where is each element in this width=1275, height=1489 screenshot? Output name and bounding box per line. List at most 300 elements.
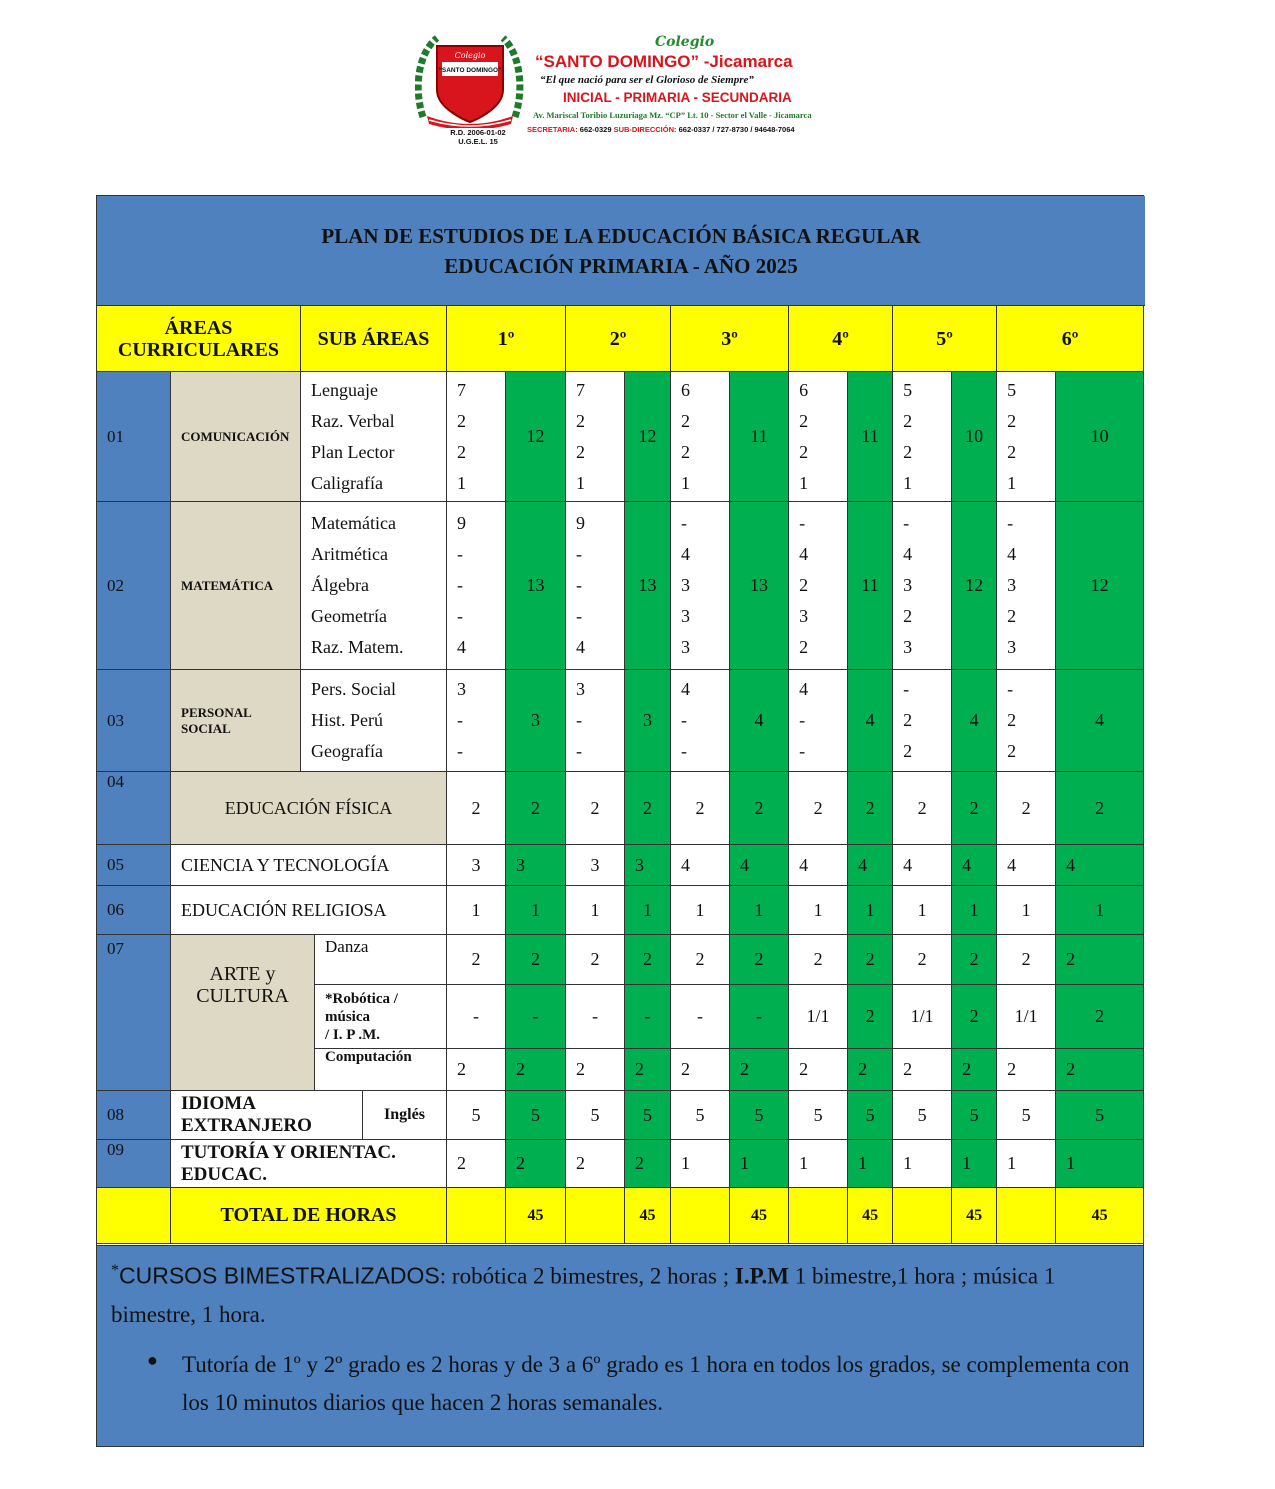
hour-cell: 2 [1056,772,1144,845]
hour-cell: 4 [848,845,893,886]
hour-cell: 1 [997,1140,1056,1188]
row-total [97,1188,1144,1244]
hour-cell: 1 [671,1140,730,1188]
bullet-icon: ● [147,1350,158,1370]
hour-cell: 1 [952,1140,997,1188]
hour-value: 2 [903,741,913,761]
hour-cell: 1 [952,886,997,935]
grade-hours [671,670,730,772]
hour-value: 2 [1007,741,1017,761]
hour-cell: 2 [566,935,625,985]
hour-cell: 4 [730,845,789,886]
note-heading: CURSOS BIMESTRALIZADOS [119,1262,440,1289]
school-levels: INICIAL - PRIMARIA - SECUNDARIA [563,90,792,105]
hour-cell: 5 [447,1091,506,1140]
hour-cell: 1 [997,886,1056,935]
hour-cell: 5 [625,1091,671,1140]
hour-value: 2 [903,710,913,730]
hour-cell: 2 [730,772,789,845]
total-blank-cell [566,1188,625,1244]
hour-value: 2 [903,441,913,462]
row-number: 02 [97,502,171,670]
hour-cell: 2 [625,935,671,985]
hour-value: 3 [903,637,913,657]
table-header-row [97,306,1144,372]
school-name: “SANTO DOMINGO” -Jicamarca [535,52,793,71]
total-blank-cell [97,1188,171,1244]
row-number: 03 [97,670,171,772]
area-name: TUTORÍA Y ORIENTAC. EDUCAC. [171,1140,447,1188]
hour-cell: - [506,985,566,1049]
row-educacion-fisica [97,772,1144,845]
title-line-2: EDUCACIÓN PRIMARIA - AÑO 2025 [444,254,798,278]
school-phones [527,125,795,134]
sub-area: Aritmética [311,544,388,564]
row-number: 04 [97,772,171,845]
crest-name: “SANTO DOMINGO” [438,67,502,74]
hour-value: 4 [799,544,809,564]
note-tutoria: Tutoría de 1º y 2º grado es 2 horas y de 3 a 6º grado es 1 hora en todos los grados, se complementa con los 10 minutos diarios que hacen 2 horas semanales. [182,1352,1130,1415]
hour-cell: 3 [447,845,506,886]
grade-total: 4 [848,670,893,772]
hour-value: - [457,710,464,730]
grade-total: 4 [1056,670,1144,772]
hour-value: 2 [457,441,467,462]
hour-value: 3 [1007,575,1017,595]
title-line-1: PLAN DE ESTUDIOS DE LA EDUCACIÓN BÁSICA REGULAR [321,224,921,248]
grade-hours [789,670,848,772]
hour-cell: 5 [671,1091,730,1140]
hour-cell: 2 [789,1049,848,1091]
hour-cell: 1 [1056,886,1144,935]
grade-total-hours: 45 [506,1188,566,1244]
hour-value: 2 [903,410,913,431]
hour-value: 4 [457,637,467,657]
hour-value: 2 [799,441,809,462]
hour-value: 2 [457,410,467,431]
grade-total: 13 [506,502,566,670]
hour-value: - [681,513,688,533]
hour-cell: 2 [625,1140,671,1188]
hour-cell: 2 [625,1049,671,1091]
grade-hours [671,372,730,502]
hour-cell: 2 [997,772,1056,845]
school-motto: “El que nació para ser el Glorioso de Siempre” [540,74,754,86]
sub-area: Lenguaje [311,379,378,400]
hour-cell: - [625,985,671,1049]
grade-total-hours: 45 [848,1188,893,1244]
grade-hours [789,502,848,670]
phones-label-1: SECRETARIA: [527,125,578,134]
total-blank-cell [671,1188,730,1244]
hour-value: 2 [681,441,691,462]
sub-area-line: música [325,1008,370,1025]
hour-value: 2 [1007,441,1017,462]
hour-value: 3 [903,575,913,595]
hour-value: 4 [681,544,691,564]
sub-area: Geografía [311,741,383,761]
hour-value: - [799,710,806,730]
grade-hours [997,670,1056,772]
hour-value: 4 [681,679,691,699]
hour-value: 5 [1007,379,1017,400]
header-grade-1: 1º [447,306,566,372]
hour-cell: 2 [952,772,997,845]
grade-hours [893,670,952,772]
header-grade-2: 2º [566,306,671,372]
hour-cell: 5 [848,1091,893,1140]
hour-cell: 2 [671,772,730,845]
sub-area-line: *Robótica / [325,990,398,1007]
hour-value: 3 [799,606,809,626]
hour-cell: 5 [952,1091,997,1140]
area-name: PERSONAL SOCIAL [171,670,301,772]
area-name: CIENCIA Y TECNOLOGÍA [171,845,447,886]
sub-area: Hist. Perú [311,710,383,730]
hour-cell: 2 [952,935,997,985]
hour-value: - [457,741,464,761]
total-label: TOTAL DE HORAS [171,1188,447,1244]
hour-value: 3 [457,679,467,699]
hour-cell: - [566,985,625,1049]
area-name: EDUCACIÓN RELIGIOSA [171,886,447,935]
school-address: Av. Mariscal Toribio Luzuriaga Mz. “CP” Lt. 10 - Sector el Valle - Jicamarca [533,110,812,120]
hour-value: 6 [799,379,809,400]
grade-hours [447,670,506,772]
hour-cell: 2 [952,1049,997,1091]
grade-hours [997,502,1056,670]
hour-value: 2 [1007,710,1017,730]
sub-area: Computación [315,1049,447,1091]
grade-total: 3 [506,670,566,772]
hour-value: 2 [576,410,586,431]
hour-cell: 2 [997,1049,1056,1091]
hour-cell: 2 [625,772,671,845]
hour-cell: 1 [893,886,952,935]
sub-area: Geometría [311,606,387,626]
grade-total: 12 [506,372,566,502]
grade-hours [447,502,506,670]
hour-cell: 3 [506,845,566,886]
hour-value: 4 [799,679,809,699]
school-crest-logo [415,32,525,128]
grade-total: 13 [730,502,789,670]
hour-cell: 1 [893,1140,952,1188]
hour-value: 9 [576,513,586,533]
hour-value: 2 [681,410,691,431]
hour-cell: 2 [848,935,893,985]
hour-cell: 5 [997,1091,1056,1140]
hour-cell: 3 [625,845,671,886]
hour-cell: 5 [893,1091,952,1140]
hour-cell: 1 [625,886,671,935]
hour-value: - [576,575,583,595]
hour-cell: 2 [447,935,506,985]
grade-total: 3 [625,670,671,772]
header-grade-5: 5º [893,306,997,372]
hour-cell: 2 [671,935,730,985]
hour-cell: 2 [506,772,566,845]
grade-total: 12 [1056,502,1144,670]
sub-area: Álgebra [311,575,369,595]
hour-value: - [799,513,806,533]
hour-cell: 2 [893,772,952,845]
grade-total: 11 [848,502,893,670]
sub-area-list [301,670,447,772]
note-bimestral [111,1252,1141,1334]
hour-cell: 1 [730,1140,789,1188]
row-educacion-religiosa [97,886,1144,935]
hour-cell: - [447,985,506,1049]
hour-cell: 1 [730,886,789,935]
hour-value: 2 [576,441,586,462]
hour-value: 2 [799,410,809,431]
hour-cell: 2 [789,772,848,845]
hour-value: 2 [1007,606,1017,626]
grade-hours [566,372,625,502]
hour-cell: 3 [566,845,625,886]
colegio-label: Colegio [655,34,715,50]
row-number: 07 [97,935,171,1091]
hour-value: - [576,544,583,564]
note-ipm: I.P.M [734,1263,789,1289]
phones-1: 662-0329 [579,125,612,134]
hour-value: - [681,710,688,730]
row-number: 05 [97,845,171,886]
grade-total-hours: 45 [1056,1188,1144,1244]
hour-cell: - [671,985,730,1049]
hour-value: 1 [1007,472,1017,493]
grade-hours [566,502,625,670]
hour-value: 2 [1007,410,1017,431]
grade-total: 12 [625,372,671,502]
phones-2: 662-0337 / 727-8730 / 94648-7064 [678,125,795,134]
sub-area: Matemática [311,513,396,533]
area-name: EDUCACIÓN FÍSICA [171,772,447,845]
hour-value: - [576,606,583,626]
header-grade-3: 3º [671,306,789,372]
hour-cell: 1 [848,886,893,935]
hour-value: 2 [903,606,913,626]
hour-cell: 2 [566,1049,625,1091]
hour-value: 7 [576,379,586,400]
hour-cell: 5 [506,1091,566,1140]
grade-total: 10 [1056,372,1144,502]
hour-cell: 1 [671,886,730,935]
hour-cell: 2 [447,1140,506,1188]
hour-cell: 4 [1056,845,1144,886]
hour-cell: 2 [848,1049,893,1091]
hour-cell: 1/1 [997,985,1056,1049]
sub-area-list [301,502,447,670]
total-blank-cell [447,1188,506,1244]
hour-value: 2 [799,637,809,657]
rd-number: R.D. 2006-01-02 [450,128,506,137]
hour-value: 3 [681,606,691,626]
hour-value: 1 [457,472,467,493]
grade-hours [671,502,730,670]
grade-hours [566,670,625,772]
row-personal-social [97,670,1144,772]
grade-total-hours: 45 [952,1188,997,1244]
row-tutoria [97,1140,1144,1188]
hour-cell: 1 [848,1140,893,1188]
sub-area: Caligrafía [311,472,383,493]
sub-area: Danza [315,935,447,985]
hour-value: 6 [681,379,691,400]
grade-total-hours: 45 [625,1188,671,1244]
hour-value: 5 [903,379,913,400]
hour-cell: 1/1 [893,985,952,1049]
grade-hours [447,372,506,502]
hour-cell: 2 [730,1049,789,1091]
hour-value: 4 [903,544,913,564]
title-banner [97,196,1145,306]
sub-area: Plan Lector [311,441,395,462]
hour-cell: 2 [1056,985,1144,1049]
hour-cell: 1 [1056,1140,1144,1188]
hour-value: - [457,544,464,564]
hour-value: 4 [576,637,586,657]
hour-cell: 1 [447,886,506,935]
hour-value: - [576,741,583,761]
hour-value: 4 [1007,544,1017,564]
hour-value: - [1007,513,1014,533]
hour-cell: 2 [997,935,1056,985]
hour-value: - [903,513,910,533]
grade-total: 4 [730,670,789,772]
grade-total: 13 [625,502,671,670]
hour-value: 7 [457,379,467,400]
curriculum-table [96,305,1144,1244]
sub-area: Inglés [363,1091,447,1140]
hour-cell: 2 [789,935,848,985]
hour-cell: 4 [893,845,952,886]
hour-value: 3 [681,575,691,595]
hour-value: - [1007,679,1014,699]
hour-cell: 2 [848,985,893,1049]
hour-cell: 5 [1056,1091,1144,1140]
hour-cell: 2 [566,1140,625,1188]
hour-cell: 2 [447,1049,506,1091]
header-grade-4: 4º [789,306,893,372]
hour-cell: 2 [1056,1049,1144,1091]
sub-area: Pers. Social [311,679,396,699]
hour-cell: 2 [893,935,952,985]
grade-total: 10 [952,372,997,502]
total-blank-cell [997,1188,1056,1244]
hour-value: - [576,710,583,730]
phones-label-2: SUB-DIRECCIÓN: [613,125,677,134]
ugel-number: U.G.E.L. 15 [458,137,498,146]
hour-cell: 1 [506,886,566,935]
hour-value: 3 [681,637,691,657]
hour-cell: 1/1 [789,985,848,1049]
row-ciencia-tecnologia [97,845,1144,886]
grade-hours [997,372,1056,502]
hour-cell: 4 [671,845,730,886]
hour-value: - [681,741,688,761]
hour-cell: 1 [789,886,848,935]
grade-total: 11 [730,372,789,502]
note-text-end: 1 bimestre,1 hora ; música 1 bimestre, 1 hora. [111,1263,1056,1327]
header-sub-areas: SUB ÁREAS [301,306,447,372]
total-blank-cell [893,1188,952,1244]
total-blank-cell [789,1188,848,1244]
hour-cell: 2 [1056,935,1144,985]
sub-area [315,985,447,1049]
hour-cell: 1 [566,886,625,935]
hour-cell: 5 [730,1091,789,1140]
sub-area-line: / I. P .M. [325,1026,380,1043]
hour-cell: 2 [447,772,506,845]
grade-total-hours: 45 [730,1188,789,1244]
hour-cell: - [730,985,789,1049]
sub-area-list [301,372,447,502]
hour-cell: 2 [730,935,789,985]
sub-area: Raz. Verbal [311,410,395,431]
hour-cell: 2 [848,772,893,845]
hour-cell: 2 [671,1049,730,1091]
row-number: 08 [97,1091,171,1140]
area-name: MATEMÁTICA [171,502,301,670]
hour-cell: 4 [789,845,848,886]
crest-text: Colegio [454,51,486,60]
notes-panel [96,1245,1144,1447]
hour-cell: 2 [952,985,997,1049]
grade-hours [789,372,848,502]
row-arte-danza [97,935,1144,985]
hour-value: 1 [903,472,913,493]
note-star: * [111,1262,119,1279]
hour-value: 1 [799,472,809,493]
hour-cell: 1 [789,1140,848,1188]
row-comunicacion [97,372,1144,502]
header-grade-6: 6º [997,306,1144,372]
hour-cell: 4 [952,845,997,886]
hour-value: - [457,575,464,595]
area-name: ARTE y CULTURA [171,935,315,1091]
hour-cell: 5 [566,1091,625,1140]
area-name: COMUNICACIÓN [171,372,301,502]
hour-cell: 2 [506,935,566,985]
hour-value: 3 [1007,637,1017,657]
grade-hours [893,502,952,670]
registration-info [433,128,523,146]
hour-cell: 2 [506,1049,566,1091]
header-areas: ÁREAS CURRICULARES [97,306,301,372]
sub-area: Raz. Matem. [311,637,404,657]
hour-value: 3 [576,679,586,699]
row-idioma-extranjero [97,1091,1144,1140]
hour-value: - [903,679,910,699]
row-matematica [97,502,1144,670]
hour-cell: 2 [506,1140,566,1188]
school-header [415,32,885,152]
hour-value: - [457,606,464,626]
hour-value: 1 [681,472,691,493]
hour-value: 9 [457,513,467,533]
row-number: 09 [97,1140,171,1188]
hour-value: - [799,741,806,761]
hour-cell: 2 [893,1049,952,1091]
row-number: 06 [97,886,171,935]
hour-value: 2 [799,575,809,595]
note-text: : robótica 2 bimestres, 2 horas ; [439,1263,735,1289]
hour-cell: 4 [997,845,1056,886]
grade-total: 11 [848,372,893,502]
grade-total: 4 [952,670,997,772]
